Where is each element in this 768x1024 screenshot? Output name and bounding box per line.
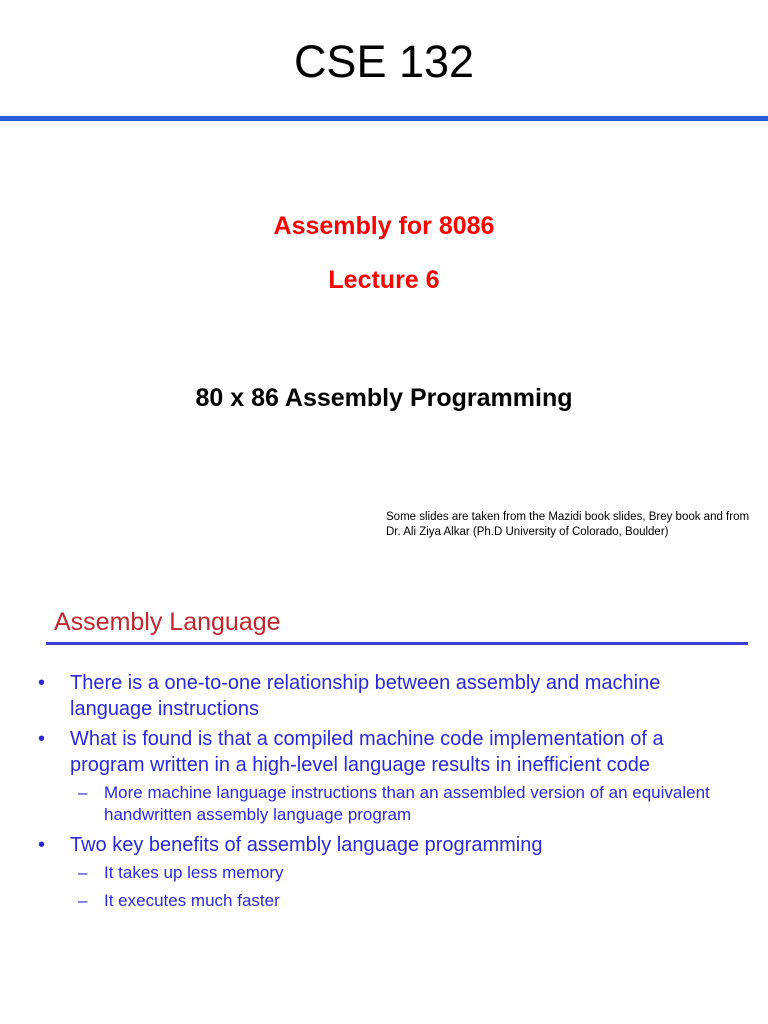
lecture-number: Lecture 6: [328, 266, 440, 294]
sub-bullet-text: More machine language instructions than an assembled version of an equivalent handwritten assembly language program: [104, 783, 710, 824]
bullet-item: [38, 726, 738, 778]
title-divider: [0, 116, 768, 121]
bullet-mark: •: [38, 834, 46, 856]
sub-bullet-mark: –: [78, 783, 88, 802]
sub-bullet-item: [38, 862, 738, 884]
sub-bullet-mark: –: [78, 891, 88, 910]
slide-heading: Assembly Language: [54, 608, 281, 636]
heading-divider: [46, 642, 748, 645]
sub-bullet-mark: –: [78, 863, 88, 882]
bullet-text: What is found is that a compiled machine code implementation of a program written in a high-level language results in inefficient code: [70, 728, 664, 776]
bullet-list: [38, 670, 738, 918]
sub-bullet-text: It executes much faster: [104, 891, 280, 910]
sub-bullet-item: [38, 890, 738, 912]
bullet-mark: •: [38, 672, 46, 694]
sub-bullet-text: It takes up less memory: [104, 863, 284, 882]
sub-bullet-item: [38, 782, 738, 826]
credits-note: Some slides are taken from the Mazidi book slides, Brey book and from Dr. Ali Ziya Alkar (Ph.D University of Colorado, Boulder): [386, 511, 750, 538]
bullet-item: [38, 670, 738, 722]
course-code-title: CSE 132: [293, 36, 475, 87]
lecture-topic: 80 x 86 Assembly Programming: [195, 384, 573, 412]
bullet-item: [38, 832, 738, 858]
bullet-text: There is a one-to-one relationship between assembly and machine language instructions: [70, 672, 661, 720]
bullet-mark: •: [38, 728, 46, 750]
bullet-text: Two key benefits of assembly language programming: [70, 834, 543, 856]
course-name: Assembly for 8086: [273, 212, 495, 240]
